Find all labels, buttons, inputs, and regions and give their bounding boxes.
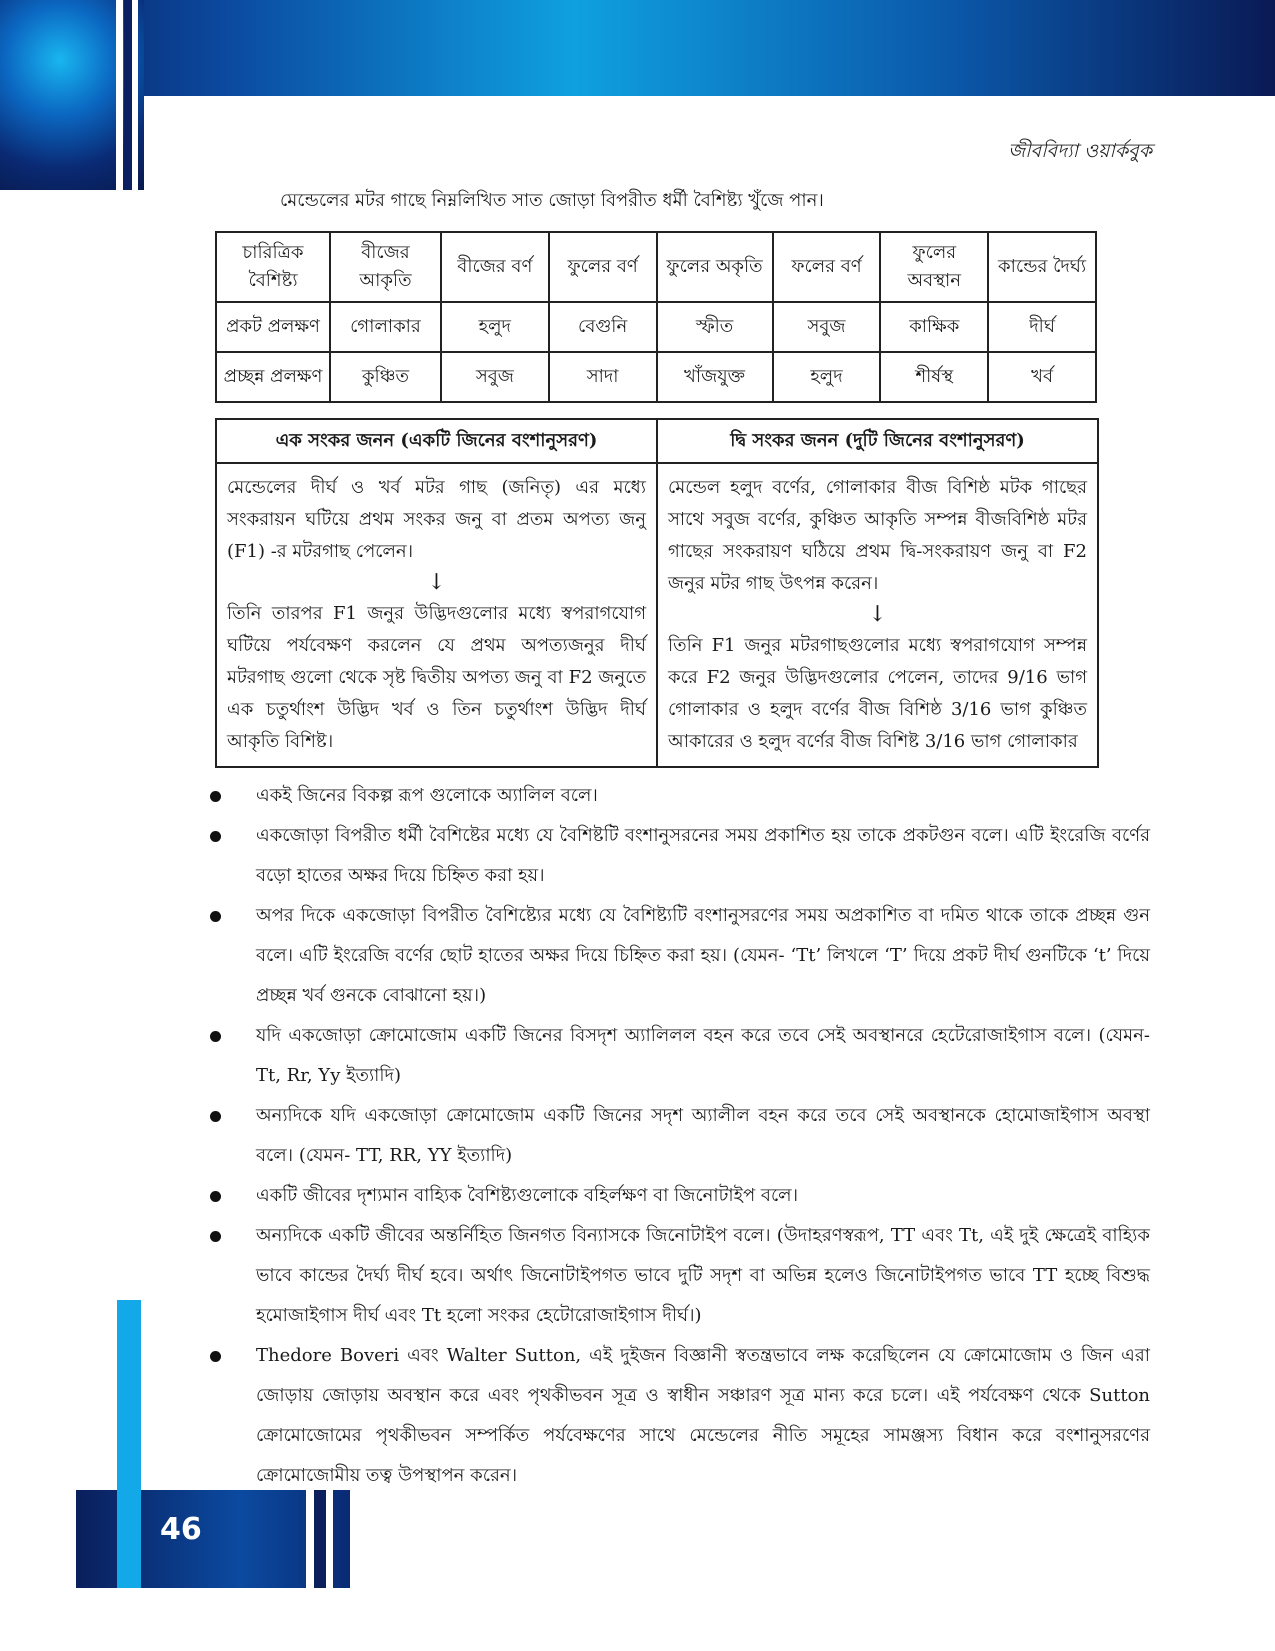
list-item-text: একই জিনের বিকল্প রূপ গুলোকে অ্যালিল বলে।: [256, 785, 598, 806]
monohybrid-paragraph: মেন্ডেলের দীর্ঘ ও খর্ব মটর গাছ (জনিতৃ) এর মধ্যে সংকরায়ন ঘটিয়ে প্রথম সংকর জনু বা প্রতম অপত্য জনু (F1) -র মটরগাছ পেলেন।: [227, 477, 646, 562]
trait-row-dominant: [216, 302, 1096, 352]
down-arrow-icon: ↓: [427, 570, 446, 595]
list-item: [208, 1216, 1150, 1336]
header-stripe: [124, 0, 132, 190]
trait-cell: প্রচ্ছন্ন প্রলক্ষণ: [216, 352, 330, 402]
cross-body-row: [216, 463, 1098, 767]
bullet-list: [208, 776, 1150, 1496]
trait-header-cell: কান্ডের দৈর্ঘ্য: [988, 232, 1096, 302]
footer-stripe: [326, 1490, 333, 1588]
bullet-icon: [210, 831, 221, 842]
bullet-icon: [210, 1031, 221, 1042]
trait-header-cell: ফুলের অবস্থান: [880, 232, 988, 302]
bullet-icon: [210, 1351, 221, 1362]
header-stripe: [116, 0, 123, 190]
trait-cell: সবুজ: [773, 302, 881, 352]
footer-stripe: [314, 1490, 326, 1588]
trait-cell: হলুদ: [441, 302, 549, 352]
list-item: [208, 776, 1150, 816]
down-arrow-icon: ↓: [868, 602, 887, 627]
trait-cell: খর্ব: [988, 352, 1096, 402]
trait-cell: স্ফীত: [657, 302, 773, 352]
trait-table: [215, 231, 1097, 403]
cross-table: [215, 418, 1099, 768]
page-number: 46: [160, 1512, 202, 1547]
trait-cell: শীর্ষস্থ: [880, 352, 988, 402]
footer-stripe: [306, 1490, 314, 1588]
trait-cell: কাক্ষিক: [880, 302, 988, 352]
list-item: [208, 1336, 1150, 1496]
list-item-text: অন্যদিকে একটি জীবের অন্তর্নিহিত জিনগত বিন্যাসকে জিনোটাইপ বলে। (উদাহরণস্বরূপ, TT এবং Tt, এই দুই ক্ষেত্রেই বাহ্যিক ভাবে কান্ডের দৈর্ঘ্য দীর্ঘ হবে। অর্থাৎ জিনোটাইপগত ভাবে দুটি সদৃশ বা অভিন্ন হলেও জিনোটাইপগত ভাবে TT হচ্ছে বিশুদ্ধ হমোজাইগাস দীর্ঘ এবং Tt হলো সংকর হেটোরোজাইগাস দীর্ঘ।): [256, 1225, 1150, 1326]
list-item: [208, 816, 1150, 896]
trait-row-recessive: [216, 352, 1096, 402]
dihybrid-paragraph: মেন্ডেল হলুদ বর্ণের, গোলাকার বীজ বিশিষ্ঠ মটক গাছের সাথে সবুজ বর্ণের, কুঞ্চিত আকৃতি সম্পন্ন বীজবিশিষ্ঠ মটর গাছের সংকরায়ণ ঘঠিয়ে প্রথম দ্বি-সংকরায়ণ জনু বা F2 জনুর মটর গাছ উৎপন্ন করেন।: [668, 477, 1087, 594]
footer-accent-stripe: [117, 1300, 141, 1588]
trait-header-cell: ফুলের বর্ণ: [549, 232, 657, 302]
trait-header-cell: ফুলের অকৃতি: [657, 232, 773, 302]
trait-cell: বেগুনি: [549, 302, 657, 352]
list-item-text: যদি একজোড়া ক্রোমোজোম একটি জিনের বিসদৃশ অ্যালিলল বহন করে তবে সেই অবস্থানরে হেটেরোজাইগাস বলে। (যেমন- Tt, Rr, Yy ইত্যাদি): [256, 1025, 1150, 1086]
bullet-icon: [210, 1191, 221, 1202]
trait-header-cell: বীজের আকৃতি: [330, 232, 441, 302]
list-item: [208, 1016, 1150, 1096]
trait-header-cell: চারিত্রিক বৈশিষ্ট্য: [216, 232, 330, 302]
trait-cell: সবুজ: [441, 352, 549, 402]
header-stripe: [132, 0, 138, 190]
dihybrid-title: দ্বি সংকর জনন (দুটি জিনের বংশানুসরণ): [657, 419, 1098, 463]
trait-cell: হলুদ: [773, 352, 881, 402]
trait-cell: প্রকট প্রলক্ষণ: [216, 302, 330, 352]
trait-cell: কুঞ্চিত: [330, 352, 441, 402]
bullet-icon: [210, 1231, 221, 1242]
monohybrid-cell: [216, 463, 657, 767]
dihybrid-cell: [657, 463, 1098, 767]
intro-text: মেন্ডেলের মটর গাছে নিম্নলিখিত সাত জোড়া বিপরীত ধর্মী বৈশিষ্ট্য খুঁজে পান।: [280, 190, 824, 211]
list-item: [208, 1176, 1150, 1216]
cross-header-row: [216, 419, 1098, 463]
list-item-text: অন্যদিকে যদি একজোড়া ক্রোমোজোম একটি জিনের সদৃশ অ্যালীল বহন করে তবে সেই অবস্থানকে হোমোজাইগাস অবস্থা বলে। (যেমন- TT, RR, YY ইত্যাদি): [256, 1105, 1150, 1166]
header-band: [0, 0, 1275, 96]
running-title: জীববিদ্যা ওয়ার্কবুক: [1008, 140, 1152, 162]
trait-header-cell: বীজের বর্ণ: [441, 232, 549, 302]
list-item-text: অপর দিকে একজোড়া বিপরীত বৈশিষ্ট্যের মধ্যে যে বৈশিষ্ট্যটি বংশানুসরণের সময় অপ্রকাশিত বা দমিত থাকে তাকে প্রচ্ছন্ন গুন বলে। এটি ইংরেজি বর্ণের ছোট হাতের অক্ষর দিয়ে চিহ্নিত করা হয়। (যেমন- ‘Tt’ লিখলে ‘T’ দিয়ে প্রকট দীর্ঘ গুনটিকে ‘t’ দিয়ে প্রচ্ছন্ন খর্ব গুনকে বোঝানো হয়।): [256, 905, 1150, 1006]
monohybrid-title: এক সংকর জনন (একটি জিনের বংশানুসরণ): [216, 419, 657, 463]
trait-header-row: [216, 232, 1096, 302]
monohybrid-paragraph: তিনি তারপর F1 জনুর উদ্ভিদগুলোর মধ্যে স্বপরাগযোগ ঘটিয়ে পর্যবেক্ষণ করলেন যে প্রথম অপত্যজনুর দীর্ঘ মটরগাছ গুলো থেকে সৃষ্ট দ্বিতীয় অপত্য জনু বা F2 জনুতে এক চতুর্থাংশ উদ্ভিদ খর্ব ও তিন চতুর্থাংশ উদ্ভিদ দীর্ঘ আকৃতি বিশিষ্ট।: [227, 603, 646, 752]
trait-cell: দীর্ঘ: [988, 302, 1096, 352]
dihybrid-paragraph: তিনি F1 জনুর মটরগাছগুলোর মধ্যে স্বপরাগযোগ সম্পন্ন করে F2 জনুর উদ্ভিদগুলোর পেলেন, তাদের 9/16 ভাগ গোলাকার ও হলুদ বর্ণের বীজ বিশিষ্ঠ 3/16 ভাগ কুঞ্চিত আকারের ও হলুদ বর্ণের বীজ বিশিষ্ট 3/16 ভাগ গোলাকার: [668, 635, 1087, 752]
list-item: [208, 1096, 1150, 1176]
trait-cell: গোলাকার: [330, 302, 441, 352]
list-item-text: একজোড়া বিপরীত ধর্মী বৈশিষ্টের মধ্যে যে বৈশিষ্টটি বংশানুসরনের সময় প্রকাশিত হয় তাকে প্রকটগুন বলে। এটি ইংরেজি বর্ণের বড়ো হাতের অক্ষর দিয়ে চিহ্নিত করা হয়।: [256, 825, 1150, 886]
trait-cell: সাদা: [549, 352, 657, 402]
bullet-icon: [210, 911, 221, 922]
trait-header-cell: ফলের বর্ণ: [773, 232, 881, 302]
list-item: [208, 896, 1150, 1016]
trait-cell: খাঁজযুক্ত: [657, 352, 773, 402]
list-item-text: Thedore Boveri এবং Walter Sutton, এই দুইজন বিজ্ঞানী স্বতন্ত্রভাবে লক্ষ করেছিলেন যে ক্রোমোজোম ও জিন এরা জোড়ায় জোড়ায় অবস্থান করে এবং পৃথকীভবন সূত্র ও স্বাধীন সঞ্চারণ সূত্র মান্য করে চলে। এই পর্যবেক্ষণ থেকে Sutton ক্রোমোজোমের পৃথকীভবন সম্পর্কিত পর্যবেক্ষণের সাথে মেন্ডেলের নীতি সমূহের সামঞ্জস্য বিধান করে বংশানুসরণের ক্রোমোজোমীয় তত্ব উপস্থাপন করেন।: [256, 1345, 1150, 1486]
bullet-icon: [210, 791, 221, 802]
bullet-icon: [210, 1111, 221, 1122]
list-item-text: একটি জীবের দৃশ্যমান বাহ্যিক বৈশিষ্ট্যগুলোকে বহির্লক্ষণ বা জিনোটাইপ বলে।: [256, 1185, 799, 1206]
